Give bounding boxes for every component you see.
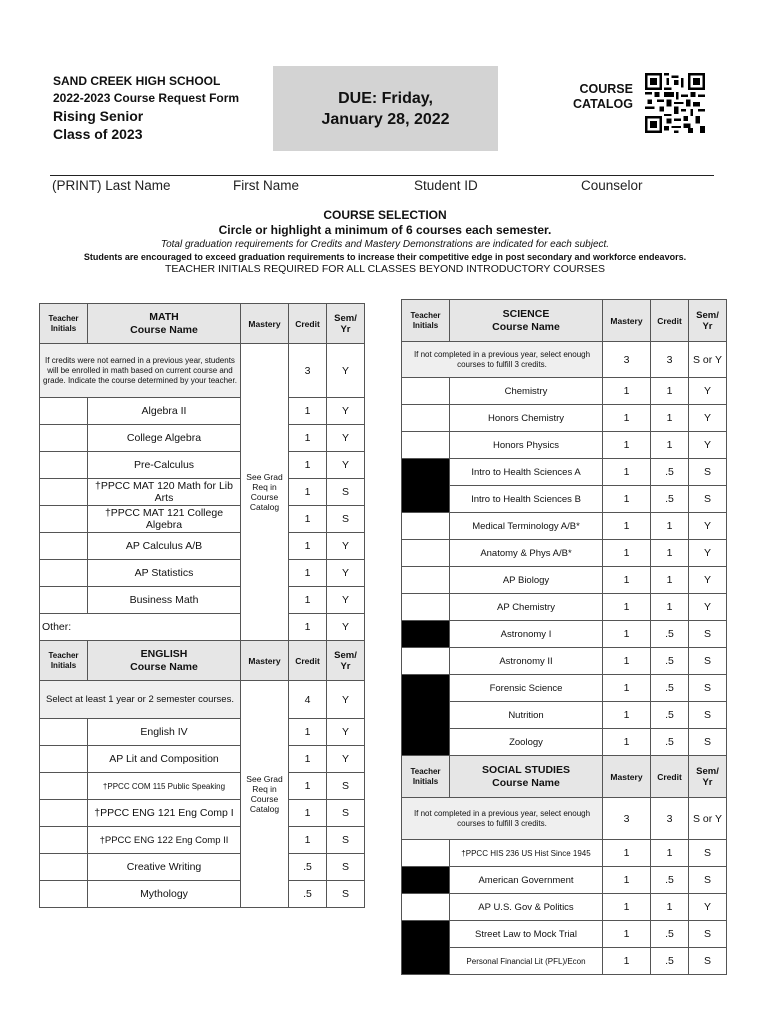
course-sem: S (327, 881, 365, 908)
course-name[interactable]: AP Lit and Composition (88, 746, 241, 773)
course-sem: Y (327, 614, 365, 641)
course-name[interactable]: AP Statistics (88, 560, 241, 587)
teacher-initials-cell[interactable] (40, 479, 88, 506)
table-row[interactable] (402, 675, 727, 702)
social-studies-req-sem: S or Y (689, 798, 727, 840)
course-name[interactable]: Astronomy II (450, 648, 603, 675)
teacher-initials-cell[interactable] (40, 746, 88, 773)
school-name: SAND CREEK HIGH SCHOOL (53, 74, 221, 88)
english-req-sem: Y (327, 681, 365, 719)
teacher-initials-cell[interactable] (402, 513, 450, 540)
course-sem: Y (689, 540, 727, 567)
course-credit: .5 (651, 648, 689, 675)
table-row[interactable] (40, 425, 365, 452)
course-name[interactable]: Personal Financial Lit (PFL)/Econ (450, 948, 603, 975)
course-mastery: 1 (603, 867, 651, 894)
course-credit: .5 (651, 621, 689, 648)
teacher-initials-cell[interactable] (40, 506, 88, 533)
course-credit: 1 (651, 594, 689, 621)
table-row[interactable] (40, 719, 365, 746)
course-mastery: 1 (603, 648, 651, 675)
course-name-header: Course Name (492, 776, 560, 789)
teacher-initials-cell[interactable] (40, 452, 88, 479)
qr-code-icon[interactable] (645, 72, 705, 134)
math-course-name-header (88, 304, 241, 344)
math-header-row (40, 304, 365, 344)
teacher-initials-cell[interactable] (402, 405, 450, 432)
course-mastery: 1 (603, 702, 651, 729)
course-name[interactable]: AP Biology (450, 567, 603, 594)
course-sem: S (689, 486, 727, 513)
course-name[interactable]: Street Law to Mock Trial (450, 921, 603, 948)
table-row[interactable] (402, 540, 727, 567)
course-credit: 1 (289, 719, 327, 746)
table-row[interactable] (40, 773, 365, 800)
english-header-row (40, 641, 365, 681)
course-name-header: Course Name (130, 323, 198, 336)
course-credit: 1 (289, 425, 327, 452)
course-credit: 1 (289, 746, 327, 773)
course-name[interactable]: Nutrition (450, 702, 603, 729)
course-mastery: 1 (603, 594, 651, 621)
credit-header: Credit (651, 756, 689, 798)
blocked-initials-cell (402, 867, 450, 894)
course-credit: .5 (651, 486, 689, 513)
social-studies-req-credit: 3 (651, 798, 689, 840)
course-sem: Y (689, 894, 727, 921)
english-course-name-header (88, 641, 241, 681)
blocked-initials-cell (402, 921, 450, 975)
math-note: If credits were not earned in a previous year, students will be enrolled in math based on current course and grade. Indicate the course determined by your teacher. (40, 344, 241, 398)
course-credit: 1 (289, 398, 327, 425)
course-sem: Y (689, 513, 727, 540)
course-credit: 1 (651, 894, 689, 921)
table-row[interactable] (402, 921, 727, 948)
course-credit: .5 (289, 881, 327, 908)
course-sem: S (689, 867, 727, 894)
credit-header: Credit (651, 300, 689, 342)
course-sem: Y (689, 378, 727, 405)
course-name[interactable]: †PPCC HIS 236 US Hist Since 1945 (450, 840, 603, 867)
course-credit: 1 (289, 773, 327, 800)
course-name[interactable]: AP Calculus A/B (88, 533, 241, 560)
course-name[interactable]: Intro to Health Sciences B (450, 486, 603, 513)
science-req-credit: 3 (651, 342, 689, 378)
course-credit: 1 (289, 800, 327, 827)
course-sem: Y (327, 533, 365, 560)
science-header-row (402, 300, 727, 342)
course-mastery: 1 (603, 894, 651, 921)
course-mastery: 1 (603, 378, 651, 405)
course-sem: S (327, 827, 365, 854)
mastery-header: Mastery (603, 300, 651, 342)
course-credit: 1 (289, 533, 327, 560)
course-selection-title: COURSE SELECTION (323, 208, 447, 222)
course-credit: .5 (651, 867, 689, 894)
teacher-initials-cell[interactable] (402, 540, 450, 567)
course-credit: 1 (289, 587, 327, 614)
english-title: ENGLISH (140, 647, 188, 660)
course-mastery: 1 (603, 621, 651, 648)
course-mastery: 1 (603, 948, 651, 975)
teacher-initials-cell[interactable] (40, 881, 88, 908)
teacher-initials-cell[interactable] (402, 840, 450, 867)
student-id-label: Student ID (414, 178, 478, 193)
course-selection-instructions (20, 208, 750, 276)
course-credit: 1 (289, 506, 327, 533)
course-name[interactable]: †PPCC MAT 120 Math for Lib Arts (88, 479, 241, 506)
course-name[interactable]: Zoology (450, 729, 603, 756)
form-title: 2022-2023 Course Request Form (53, 91, 240, 105)
social-studies-note: If not completed in a previous year, select enough courses to fulfill 3 credits. (402, 798, 603, 840)
course-sem: Y (327, 425, 365, 452)
table-row[interactable] (402, 702, 727, 729)
table-row[interactable] (402, 867, 727, 894)
course-sem: S (689, 840, 727, 867)
table-row[interactable] (40, 827, 365, 854)
blocked-initials-cell (402, 459, 450, 513)
math-req-sem: Y (327, 344, 365, 398)
table-row[interactable] (402, 648, 727, 675)
social-studies-req-mastery: 3 (603, 798, 651, 840)
course-name[interactable]: Intro to Health Sciences A (450, 459, 603, 486)
encourage-note: Students are encouraged to exceed graduation requirements to increase their competitive edge in post secondary and workforce endeavors. (83, 252, 687, 262)
course-name[interactable]: Chemistry (450, 378, 603, 405)
course-sem: S (327, 854, 365, 881)
math-req-credit: 3 (289, 344, 327, 398)
social-studies-course-name-header (450, 756, 603, 798)
course-catalog-label (573, 82, 633, 112)
table-row[interactable] (402, 432, 727, 459)
science-req-mastery: 3 (603, 342, 651, 378)
table-row[interactable] (402, 948, 727, 975)
course-sem: S (327, 479, 365, 506)
teacher-initials-header: Teacher Initials (402, 756, 450, 798)
course-name[interactable]: †PPCC ENG 121 Eng Comp I (88, 800, 241, 827)
sem-yr-header: Sem/ Yr (327, 304, 365, 344)
teacher-initials-cell[interactable] (402, 894, 450, 921)
course-name[interactable]: Forensic Science (450, 675, 603, 702)
table-row[interactable] (402, 594, 727, 621)
mastery-header: Mastery (241, 641, 289, 681)
sem-yr-header: Sem/ Yr (689, 756, 727, 798)
course-credit: .5 (651, 729, 689, 756)
course-credit: 1 (651, 405, 689, 432)
science-note: If not completed in a previous year, select enough courses to fulfill 3 credits. (402, 342, 603, 378)
social-studies-requirement-row (402, 798, 727, 840)
teacher-initials-cell[interactable] (40, 773, 88, 800)
course-credit: .5 (651, 675, 689, 702)
course-name[interactable]: Creative Writing (88, 854, 241, 881)
course-sem: Y (689, 594, 727, 621)
teacher-initials-cell[interactable] (402, 378, 450, 405)
course-sem: S (689, 675, 727, 702)
course-name[interactable]: Business Math (88, 587, 241, 614)
course-mastery: 1 (603, 486, 651, 513)
grade-label: Rising Senior (53, 108, 144, 124)
course-credit: .5 (651, 948, 689, 975)
teacher-initials-cell[interactable] (40, 398, 88, 425)
teacher-initials-cell[interactable] (40, 533, 88, 560)
table-row[interactable] (40, 506, 365, 533)
math-english-table (39, 303, 365, 908)
teacher-initials-cell[interactable] (40, 719, 88, 746)
course-sem: S (689, 948, 727, 975)
table-row[interactable] (40, 398, 365, 425)
teacher-initials-cell[interactable] (40, 587, 88, 614)
course-sem: Y (327, 746, 365, 773)
table-row[interactable] (402, 486, 727, 513)
table-row[interactable] (40, 479, 365, 506)
table-row[interactable] (40, 746, 365, 773)
catalog-line-1: COURSE (579, 82, 633, 96)
teacher-initials-cell[interactable] (402, 648, 450, 675)
course-name-header: Course Name (492, 320, 560, 333)
totals-note: Total graduation requirements for Credits and Mastery Demonstrations are indicated for each subject. (160, 239, 610, 250)
teacher-initials-header: Teacher Initials (40, 304, 88, 344)
course-name[interactable]: Algebra II (88, 398, 241, 425)
table-row[interactable] (40, 587, 365, 614)
course-mastery: 1 (603, 567, 651, 594)
science-req-sem: S or Y (689, 342, 727, 378)
course-credit: 1 (289, 452, 327, 479)
course-sem: S (689, 702, 727, 729)
course-sem: S (327, 800, 365, 827)
table-row[interactable] (402, 621, 727, 648)
table-row[interactable] (402, 567, 727, 594)
course-credit: 1 (289, 827, 327, 854)
course-mastery: 1 (603, 432, 651, 459)
english-req-credit: 4 (289, 681, 327, 719)
credit-header: Credit (289, 641, 327, 681)
course-mastery: 1 (603, 513, 651, 540)
social-studies-title: SOCIAL STUDIES (482, 763, 570, 776)
course-sem: S (689, 621, 727, 648)
teacher-initials-cell[interactable] (402, 432, 450, 459)
table-row[interactable] (40, 800, 365, 827)
last-name-label: (PRINT) Last Name (52, 178, 171, 193)
table-row[interactable] (40, 560, 365, 587)
table-row[interactable] (40, 452, 365, 479)
table-row[interactable] (40, 533, 365, 560)
course-name[interactable]: English IV (88, 719, 241, 746)
course-sem: Y (689, 567, 727, 594)
science-social-studies-table (401, 299, 727, 975)
course-credit: 1 (289, 479, 327, 506)
table-row[interactable] (40, 854, 365, 881)
teacher-initials-cell[interactable] (40, 827, 88, 854)
course-mastery: 1 (603, 729, 651, 756)
course-sem: S (689, 729, 727, 756)
course-name[interactable]: College Algebra (88, 425, 241, 452)
class-of-label: Class of 2023 (53, 126, 143, 142)
course-name[interactable]: Pre-Calculus (88, 452, 241, 479)
course-credit: 1 (289, 614, 327, 641)
course-mastery: 1 (603, 675, 651, 702)
course-credit: 1 (651, 840, 689, 867)
science-title: SCIENCE (502, 307, 550, 320)
teacher-initials-cell[interactable] (40, 560, 88, 587)
course-sem: S (689, 459, 727, 486)
course-sem: S (327, 506, 365, 533)
sem-yr-header: Sem/ Yr (689, 300, 727, 342)
course-mastery: 1 (603, 840, 651, 867)
teacher-initials-cell[interactable] (40, 425, 88, 452)
circle-instruction: Circle or highlight a minimum of 6 courses each semester. (218, 223, 552, 237)
course-name[interactable]: Honors Chemistry (450, 405, 603, 432)
table-row[interactable] (402, 513, 727, 540)
course-credit: .5 (651, 921, 689, 948)
course-sem: Y (327, 587, 365, 614)
table-row[interactable] (402, 729, 727, 756)
course-mastery: 1 (603, 921, 651, 948)
course-credit: 1 (651, 378, 689, 405)
course-sem: Y (327, 719, 365, 746)
course-name[interactable]: Honors Physics (450, 432, 603, 459)
course-name[interactable]: Mythology (88, 881, 241, 908)
teacher-initials-cell[interactable] (402, 594, 450, 621)
table-row[interactable] (402, 894, 727, 921)
due-line-2: January 28, 2022 (321, 110, 450, 128)
table-row[interactable] (402, 405, 727, 432)
course-credit: .5 (651, 459, 689, 486)
course-sem: S (689, 648, 727, 675)
course-name[interactable]: AP Chemistry (450, 594, 603, 621)
math-title: MATH (149, 310, 179, 323)
due-line-1: DUE: Friday, (338, 89, 433, 107)
course-name[interactable]: American Government (450, 867, 603, 894)
school-header (53, 73, 239, 143)
science-course-name-header (450, 300, 603, 342)
teacher-initials-cell[interactable] (40, 854, 88, 881)
course-name[interactable]: Medical Terminology A/B* (450, 513, 603, 540)
course-name-header: Course Name (130, 660, 198, 673)
english-requirement-row (40, 681, 365, 719)
course-sem: Y (327, 398, 365, 425)
mastery-header: Mastery (241, 304, 289, 344)
blocked-initials-cell (402, 675, 450, 756)
course-sem: Y (689, 432, 727, 459)
course-credit: 1 (651, 540, 689, 567)
course-sem: Y (689, 405, 727, 432)
course-name[interactable]: †PPCC COM 115 Public Speaking (88, 773, 241, 800)
teacher-initials-header: Teacher Initials (40, 641, 88, 681)
course-name[interactable]: AP U.S. Gov & Politics (450, 894, 603, 921)
first-name-label: First Name (233, 178, 300, 193)
course-credit: 1 (651, 513, 689, 540)
sem-yr-header: Sem/ Yr (327, 641, 365, 681)
course-name[interactable]: †PPCC ENG 122 Eng Comp II (88, 827, 241, 854)
course-name[interactable]: Anatomy & Phys A/B* (450, 540, 603, 567)
course-mastery: 1 (603, 459, 651, 486)
course-sem: S (327, 773, 365, 800)
english-mastery-cell: See Grad Req in Course Catalog (241, 681, 289, 908)
course-credit: 1 (289, 560, 327, 587)
course-name[interactable]: Astronomy I (450, 621, 603, 648)
course-credit: .5 (651, 702, 689, 729)
table-row[interactable] (40, 881, 365, 908)
teacher-initials-cell[interactable] (40, 800, 88, 827)
course-name[interactable]: †PPCC MAT 121 College Algebra (88, 506, 241, 533)
other-course-field[interactable]: Other: (40, 614, 241, 641)
counselor-label: Counselor (581, 178, 643, 193)
course-mastery: 1 (603, 540, 651, 567)
table-row[interactable] (402, 840, 727, 867)
catalog-line-2: CATALOG (573, 97, 633, 111)
mastery-header: Mastery (603, 756, 651, 798)
teacher-initials-header: Teacher Initials (402, 300, 450, 342)
math-requirement-row (40, 344, 365, 398)
math-other-row[interactable] (40, 614, 365, 641)
course-sem: S (689, 921, 727, 948)
english-note: Select at least 1 year or 2 semester courses. (40, 681, 241, 719)
course-credit: 1 (651, 432, 689, 459)
table-row[interactable] (402, 378, 727, 405)
teacher-initials-cell[interactable] (402, 567, 450, 594)
social-studies-header-row (402, 756, 727, 798)
name-signature-line[interactable] (50, 175, 714, 176)
math-mastery-cell: See Grad Req in Course Catalog (241, 344, 289, 641)
course-sem: Y (327, 452, 365, 479)
course-mastery: 1 (603, 405, 651, 432)
table-row[interactable] (402, 459, 727, 486)
blocked-initials-cell (402, 621, 450, 648)
science-requirement-row (402, 342, 727, 378)
course-sem: Y (327, 560, 365, 587)
credit-header: Credit (289, 304, 327, 344)
initials-note: TEACHER INITIALS REQUIRED FOR ALL CLASSES BEYOND INTRODUCTORY COURSES (164, 263, 606, 275)
course-credit: 1 (651, 567, 689, 594)
course-credit: .5 (289, 854, 327, 881)
due-date-box (273, 66, 498, 151)
